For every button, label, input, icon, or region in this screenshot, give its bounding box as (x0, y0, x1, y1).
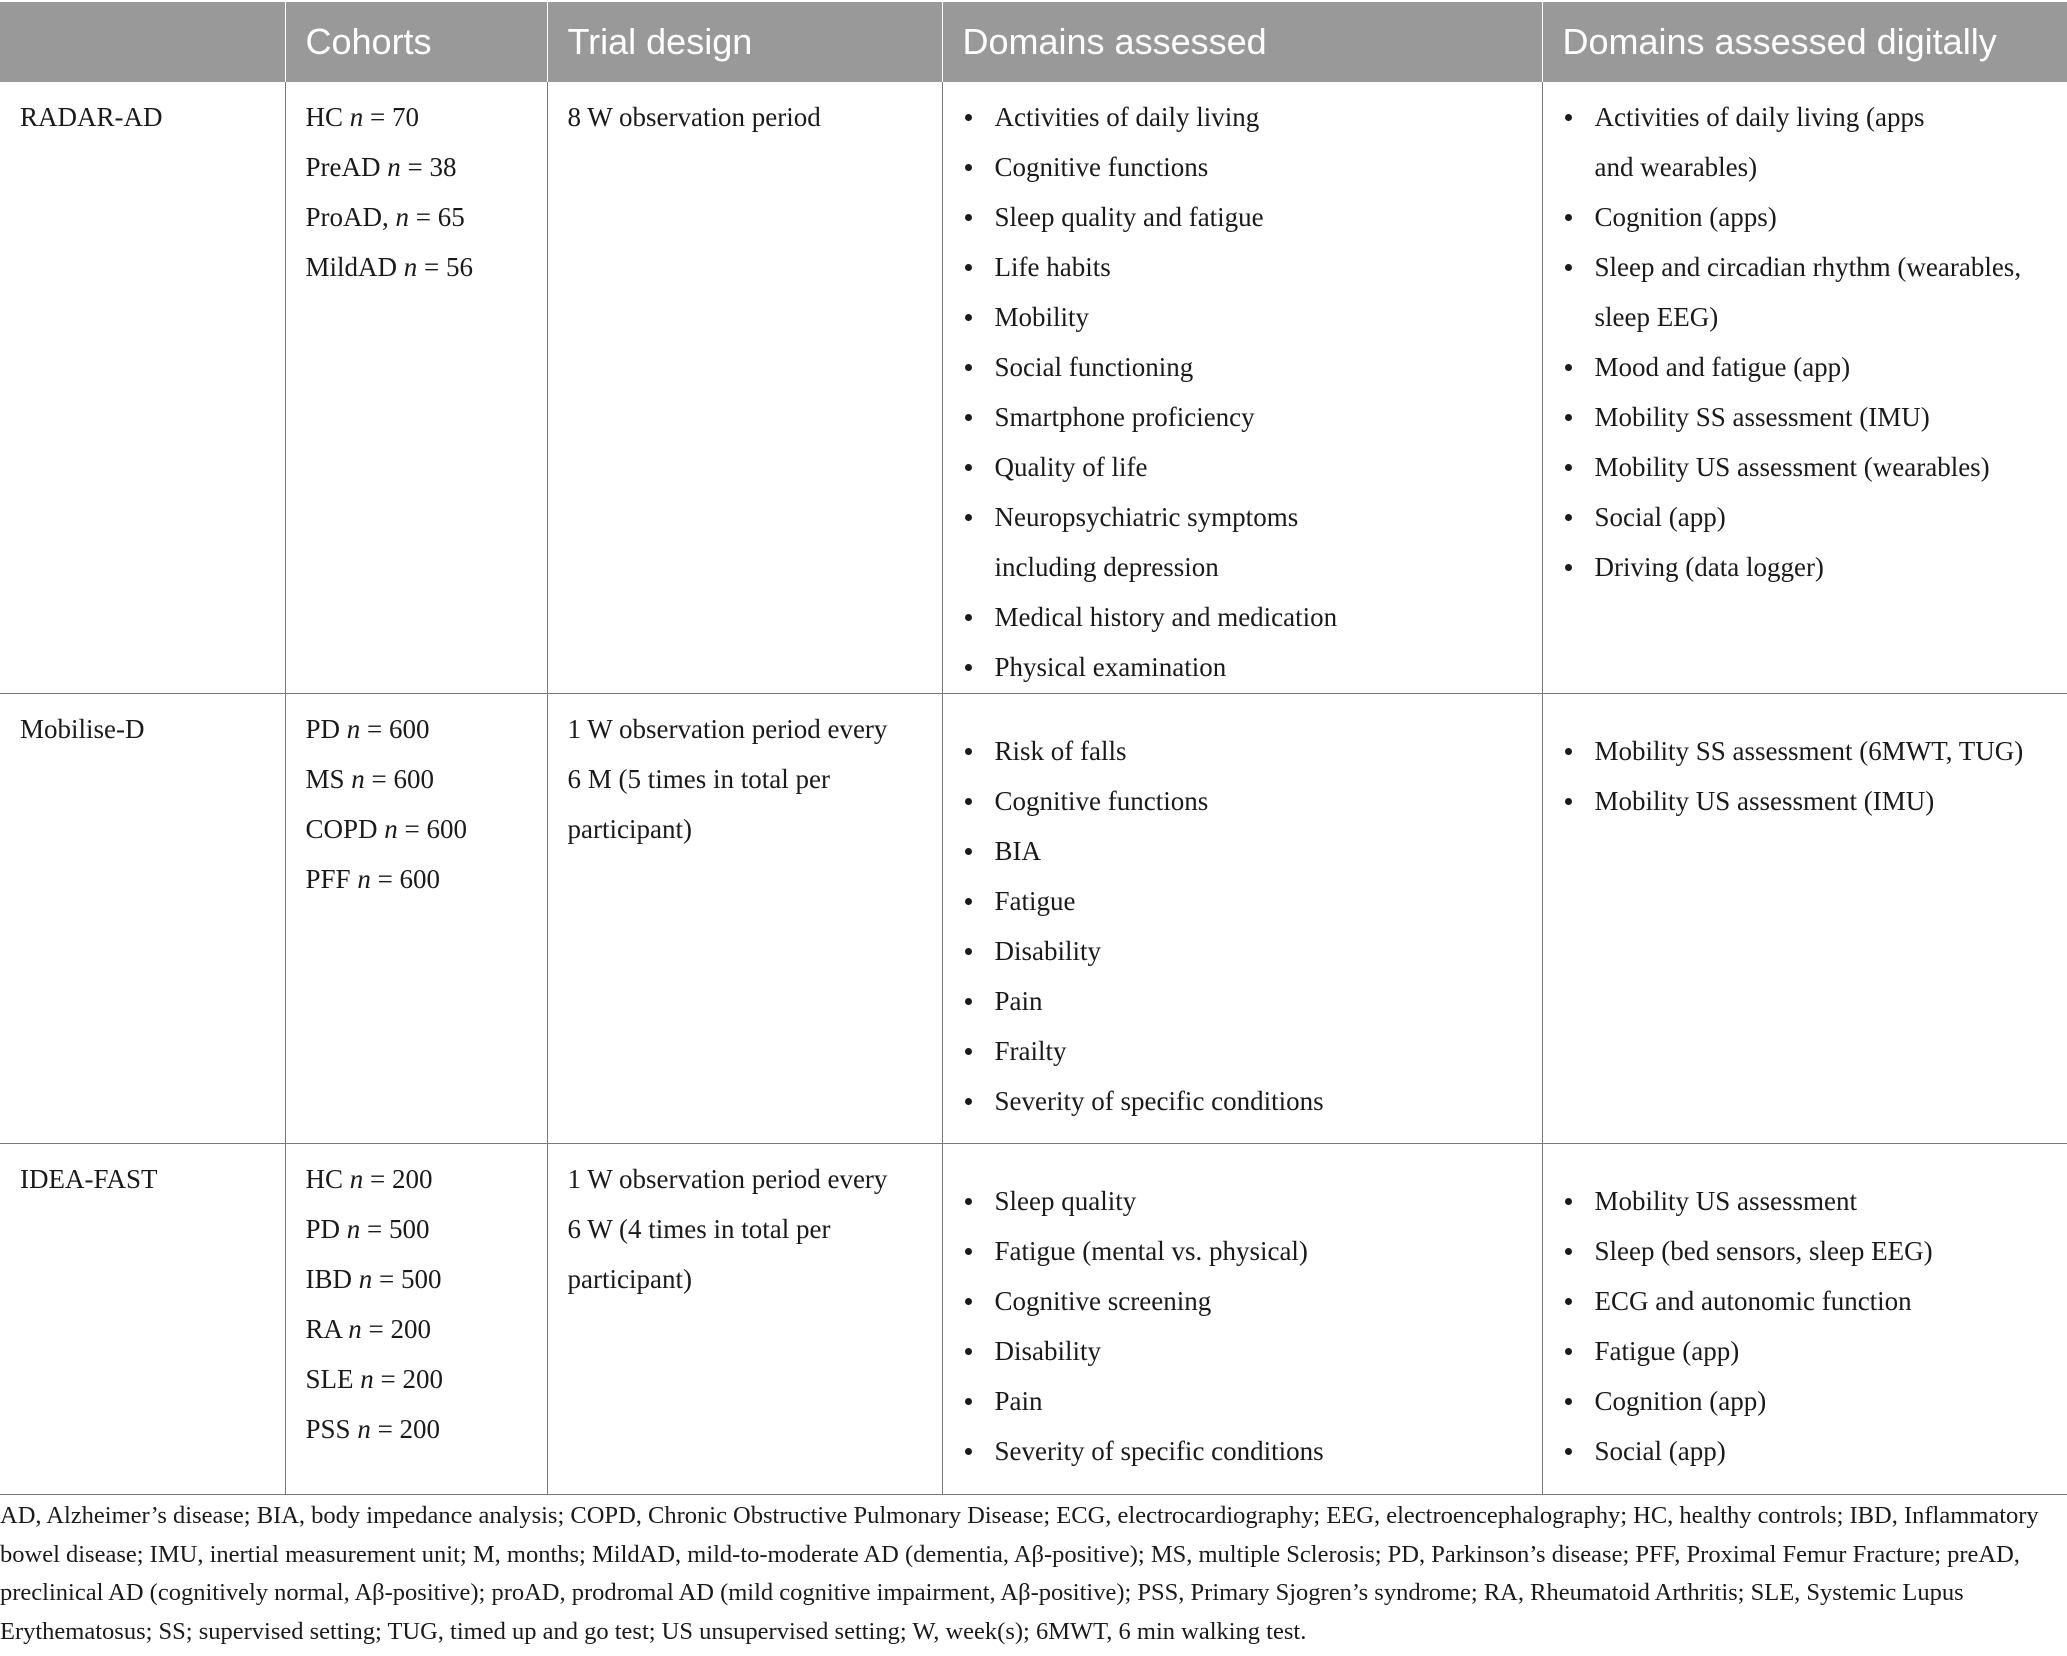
list-item (963, 492, 1522, 592)
list-item-text: sleep EEG) (1594, 302, 1719, 332)
list-item (1563, 776, 2048, 826)
trial-design-cell (547, 82, 942, 693)
cohort-equals: = (361, 1313, 391, 1344)
list-item (1563, 1426, 2048, 1476)
cohorts-cell (285, 693, 547, 1143)
cohort-count: 70 (392, 102, 419, 132)
cohort-line (306, 804, 527, 854)
digital-domains-list (1563, 92, 2048, 592)
list-item-text: Sleep (bed sensors, sleep EEG) (1594, 1235, 1933, 1266)
list-item-text: Quality of life (994, 452, 1148, 482)
cohort-line (306, 1204, 527, 1254)
list-item-text: Activities of daily living (994, 102, 1260, 132)
list-item (963, 876, 1522, 926)
list-item-text: Social (app) (1594, 1435, 1726, 1466)
cohort-group: PSS (305, 1413, 351, 1444)
cohort-count: 500 (389, 1213, 430, 1244)
digital-domains-list (1563, 1176, 2048, 1476)
trial-design-line: participant) (567, 1263, 692, 1294)
cohort-line (306, 704, 527, 754)
cohort-group: RA (305, 1313, 342, 1344)
cohort-group: HC (305, 102, 344, 132)
list-item-text: Mobility (994, 302, 1090, 332)
list-item-text: Sleep quality and fatigue (994, 202, 1264, 232)
list-item-text: Driving (data logger) (1594, 552, 1824, 582)
cohort-n-label: n (360, 1363, 374, 1394)
list-item-text: Physical examination (994, 652, 1227, 682)
study-name: IDEA-FAST (20, 1163, 158, 1194)
domains-list (963, 726, 1522, 1126)
domains-cell (942, 82, 1542, 693)
cohort-equals: = (364, 763, 394, 794)
list-item-text: Mobility SS assessment (6MWT, TUG) (1594, 735, 2024, 766)
trial-design-cell (547, 693, 942, 1143)
cohort-count: 200 (392, 1163, 433, 1194)
cohort-equals: = (372, 1263, 401, 1294)
cohort-group: IBD (305, 1263, 352, 1294)
study-name-cell (0, 693, 285, 1143)
cohort-equals: = (417, 252, 446, 282)
cohorts-cell (285, 82, 547, 693)
cohort-n-label: n (384, 813, 398, 844)
list-item-text: Social functioning (994, 352, 1194, 382)
study-name: Mobilise-D (20, 713, 145, 744)
list-item (963, 1226, 1522, 1276)
cohort-group: PFF (305, 863, 351, 894)
list-item (963, 1376, 1522, 1426)
header-row (0, 2, 2067, 82)
list-item (963, 592, 1522, 642)
cohort-n-label: n (351, 763, 365, 794)
list-item (963, 1426, 1522, 1476)
list-item (1563, 442, 2048, 492)
list-item (963, 1276, 1522, 1326)
list-item (963, 1076, 1522, 1126)
header-domains-assessed: Domains assessed (942, 2, 1542, 82)
list-item-text: Cognition (app) (1594, 1385, 1767, 1416)
list-item-text: ECG and autonomic function (1594, 1285, 1912, 1316)
list-item (963, 242, 1522, 292)
list-item-text: Severity of specific conditions (994, 1435, 1324, 1466)
list-item-text: Mobility US assessment (wearables) (1594, 452, 1990, 482)
cohort-n-label: n (346, 1213, 361, 1244)
cohort-group: HC (305, 1163, 344, 1194)
list-item (963, 1176, 1522, 1226)
list-item-text: Cognitive functions (994, 152, 1209, 182)
trial-design-line: 1 W observation period every (567, 713, 888, 744)
table-row (0, 82, 2067, 693)
list-item-text: Mobility SS assessment (IMU) (1594, 402, 1930, 432)
list-item-text: Pain (994, 1385, 1043, 1416)
list-item-text: Mobility US assessment (1594, 1185, 1858, 1216)
cohort-line (306, 1154, 527, 1204)
cohort-equals: = (370, 1413, 400, 1444)
list-item (1563, 726, 2048, 776)
cohort-line (306, 1354, 527, 1404)
list-item (963, 1026, 1522, 1076)
list-item (1563, 1226, 2048, 1276)
list-item-text: Cognitive functions (994, 785, 1209, 816)
cohort-count: 56 (446, 252, 473, 282)
cohort-group: PreAD (305, 152, 381, 182)
cohorts-cell (285, 1143, 547, 1494)
cohort-group: MS (305, 763, 345, 794)
list-item-text: Mood and fatigue (app) (1594, 352, 1851, 382)
cohort-n-label: n (346, 713, 361, 744)
list-item (1563, 542, 2048, 592)
list-item-text: BIA (994, 835, 1041, 866)
domains-cell (942, 1143, 1542, 1494)
cohort-count: 600 (389, 713, 430, 744)
list-item-text: Cognitive screening (994, 1285, 1212, 1316)
list-item-text: Disability (994, 1335, 1101, 1366)
list-item-text: Severity of specific conditions (994, 1085, 1324, 1116)
trial-design-line: 1 W observation period every (567, 1163, 888, 1194)
cohort-count: 600 (426, 813, 468, 844)
digital-domains-cell (1542, 82, 2067, 693)
list-item (963, 442, 1522, 492)
domains-cell (942, 693, 1542, 1143)
list-item-text: Risk of falls (994, 735, 1127, 766)
list-item-text: Mobility US assessment (IMU) (1594, 785, 1935, 816)
list-item-text: Pain (994, 985, 1043, 1016)
digital-domains-list (1563, 726, 2048, 826)
cohort-count: 200 (390, 1313, 432, 1344)
domains-list (963, 92, 1522, 692)
cohort-line (306, 92, 527, 142)
table-row (0, 1143, 2067, 1494)
list-item-text: Cognition (apps) (1594, 202, 1777, 232)
list-item (963, 142, 1522, 192)
cohort-n-label: n (387, 152, 401, 182)
list-item-text: Sleep and circadian rhythm (wearables, (1594, 252, 2022, 282)
cohort-equals: = (363, 102, 392, 132)
cohort-n-label: n (395, 202, 410, 232)
list-item (963, 826, 1522, 876)
list-item (1563, 242, 2048, 342)
list-item-text: Fatigue (app) (1594, 1335, 1740, 1366)
cohort-group: SLE (305, 1363, 354, 1394)
cohort-count: 600 (393, 763, 435, 794)
list-item-text: Neuropsychiatric symptoms (994, 502, 1299, 532)
list-item (963, 342, 1522, 392)
list-item-text: Frailty (994, 1035, 1067, 1066)
trial-design-line: participant) (567, 813, 692, 844)
digital-domains-cell (1542, 1143, 2067, 1494)
cohort-group: COPD (305, 813, 378, 844)
list-item-text: Life habits (994, 252, 1111, 282)
trial-design-line: 6 W (4 times in total per (567, 1213, 831, 1244)
cohort-equals: = (373, 1363, 403, 1394)
list-item-text: Social (app) (1594, 502, 1726, 532)
list-item (963, 926, 1522, 976)
list-item (1563, 1376, 2048, 1426)
cohort-n-label: n (348, 1313, 362, 1344)
list-item (963, 726, 1522, 776)
cohort-equals: = (360, 1213, 389, 1244)
cohort-count: 65 (437, 202, 465, 232)
list-item (963, 642, 1522, 692)
study-name-cell (0, 1143, 285, 1494)
list-item-text: Disability (994, 935, 1101, 966)
list-item (1563, 392, 2048, 442)
list-item (963, 192, 1522, 242)
list-item-text: Fatigue (mental vs. physical) (994, 1235, 1308, 1266)
trial-design-line: 8 W observation period (567, 102, 821, 132)
cohort-group: MildAD (305, 252, 398, 282)
cohort-count: 38 (429, 152, 457, 182)
cohort-n-label: n (349, 102, 364, 132)
cohort-line (306, 192, 527, 242)
cohort-line (306, 754, 527, 804)
cohort-equals: = (370, 863, 400, 894)
list-item-text: Medical history and medication (994, 602, 1338, 632)
cohort-group: PD (305, 713, 341, 744)
list-item-text: and wearables) (1594, 152, 1758, 182)
list-item (963, 92, 1522, 142)
cohort-count: 200 (399, 1413, 441, 1444)
cohort-n-label: n (357, 863, 371, 894)
cohort-count: 600 (399, 863, 441, 894)
study-name-cell (0, 82, 285, 693)
cohort-line (306, 854, 527, 904)
cohort-count: 200 (402, 1363, 443, 1394)
header-cohorts: Cohorts (285, 2, 547, 82)
list-item (963, 776, 1522, 826)
cohort-equals: = (409, 202, 438, 232)
list-item-text: Activities of daily living (apps (1594, 102, 1925, 132)
cohort-group: ProAD, (305, 202, 389, 232)
cohort-n-label: n (403, 252, 418, 282)
header-study (0, 2, 285, 82)
cohort-equals: = (360, 713, 389, 744)
cohort-group: PD (305, 1213, 341, 1244)
list-item (963, 1326, 1522, 1376)
list-item (963, 392, 1522, 442)
list-item (963, 976, 1522, 1026)
cohort-line (306, 1304, 527, 1354)
cohort-equals: = (400, 152, 430, 182)
trial-design-cell (547, 1143, 942, 1494)
list-item (963, 292, 1522, 342)
header-domains-digital: Domains assessed digitally (1542, 2, 2067, 82)
study-table (0, 2, 2067, 1495)
cohort-count: 500 (400, 1263, 442, 1294)
list-item-text: Smartphone proficiency (994, 402, 1255, 432)
cohort-n-label: n (349, 1163, 364, 1194)
trial-design-line: 6 M (5 times in total per (567, 763, 830, 794)
list-item (1563, 342, 2048, 392)
list-item (1563, 192, 2048, 242)
list-item (1563, 1176, 2048, 1226)
digital-domains-cell (1542, 693, 2067, 1143)
list-item (1563, 1326, 2048, 1376)
header-trial-design: Trial design (547, 2, 942, 82)
list-item-text: Sleep quality (994, 1185, 1137, 1216)
cohort-line (306, 242, 527, 292)
cohort-line (306, 1404, 527, 1454)
cohort-n-label: n (358, 1263, 373, 1294)
study-name: RADAR-AD (20, 102, 163, 132)
cohort-line (306, 142, 527, 192)
table-footnote: AD, Alzheimer’s disease; BIA, body impedance analysis; COPD, Chronic Obstructive Pulmonary Disease; ECG, electrocardiography; EEG, electroencephalography; HC, healthy controls; IBD, Inflammatory bowel disease; IMU, inertial measurement unit; M, months; MildAD, mild-to-moderate AD (dementia, Aβ-positive); MS, multiple Sclerosis; PD, Parkinson’s disease; PFF, Proximal Femur Fracture; preAD, preclinical AD (cognitively normal, Aβ-positive); proAD, prodromal AD (mild cognitive impairment, Aβ-positive); PSS, Primary Sjogren’s syndrome; RA, Rheumatoid Arthritis; SLE, Systemic Lupus Erythematosus; SS; supervised setting; TUG, timed up and go test; US unsupervised setting; W, week(s); 6MWT, 6 min walking test. (0, 1502, 2039, 1645)
domains-list (963, 1176, 1522, 1476)
list-item-text: Fatigue (994, 885, 1076, 916)
table-row (0, 693, 2067, 1143)
cohort-n-label: n (357, 1413, 371, 1444)
list-item (1563, 92, 2048, 192)
cohort-line (306, 1254, 527, 1304)
list-item (1563, 492, 2048, 542)
list-item (1563, 1276, 2048, 1326)
cohort-equals: = (363, 1163, 392, 1194)
list-item-text: including depression (994, 552, 1219, 582)
cohort-equals: = (397, 813, 427, 844)
